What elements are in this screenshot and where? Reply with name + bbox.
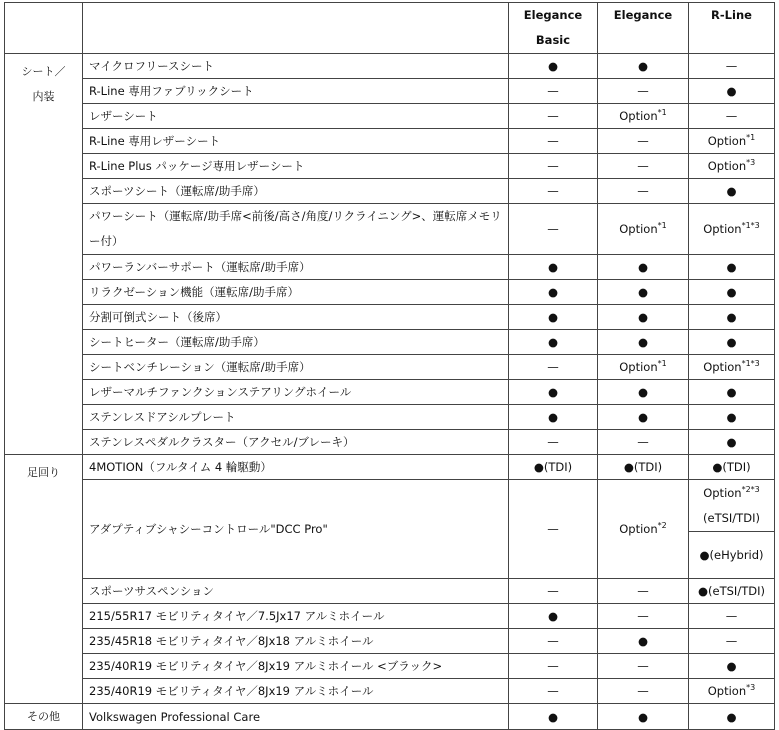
cell-rl-7: [689, 255, 775, 280]
value-el: ●: [637, 285, 649, 299]
cell-el-18: [598, 604, 689, 629]
table-row: [5, 305, 775, 330]
table-row: [5, 654, 775, 679]
cell-rl-19: [689, 629, 775, 654]
header-elegance: Elegance: [598, 3, 689, 54]
cell-el-0: [598, 54, 689, 79]
table-row: [5, 204, 775, 255]
value-el: —: [637, 184, 649, 198]
value-line3: ●(eHybrid): [699, 547, 764, 562]
table-row: [5, 255, 775, 280]
footnote-ref: *1: [657, 108, 667, 118]
value-rl: Option: [707, 684, 747, 698]
cell-rl-8: [689, 280, 775, 305]
value-el: —: [637, 609, 649, 623]
cell-el-7: [598, 255, 689, 280]
value-el: ●: [637, 709, 649, 724]
cell-rl-12: [689, 380, 775, 405]
value-eb: ●: [547, 609, 559, 623]
value-rl: —: [725, 59, 738, 73]
table-row: [5, 579, 775, 604]
value-eb: ●: [547, 285, 559, 299]
table-row: [5, 629, 775, 654]
value-rl: —: [725, 634, 738, 648]
value-eb: —: [547, 134, 559, 148]
value-rl: Option: [703, 222, 742, 236]
value-rl: ●: [726, 709, 737, 724]
value-eb: —: [547, 659, 559, 673]
category-line: シート／: [21, 65, 66, 78]
header-blank-feature: [83, 3, 509, 54]
footnote-ref: *2: [657, 521, 667, 531]
value-eb: ●: [547, 709, 559, 724]
feature-name: R-Line Plus パッケージ専用レザーシート: [83, 154, 509, 179]
cell-el-3: [598, 129, 689, 154]
header-elegance-basic: Elegance Basic: [509, 3, 598, 54]
category-line: 内装: [32, 90, 55, 103]
value-eb: ●(TDI): [533, 460, 573, 474]
feature-name: アダプティブシャシーコントロール"DCC Pro": [83, 480, 509, 579]
cell-rl-3: [689, 129, 775, 154]
table-row: [5, 380, 775, 405]
value-rl: ●: [726, 659, 737, 673]
value-el: —: [637, 435, 649, 449]
cell-rl-10: [689, 330, 775, 355]
cell-rl-15: [689, 455, 775, 480]
value-rl: ●: [726, 335, 737, 349]
spec-table: [4, 2, 775, 730]
value-el: ●: [637, 634, 649, 648]
cell-el-19: [598, 629, 689, 654]
cell-eb-18: [509, 604, 598, 629]
cell-rl-1: [689, 79, 775, 104]
cell-eb-9: [509, 305, 598, 330]
value-rl: ●: [726, 184, 737, 198]
value-el: —: [637, 134, 649, 148]
table-row: [5, 679, 775, 704]
value-line2: (eTSI/TDI): [689, 506, 775, 532]
cell-eb-5: [509, 179, 598, 204]
feature-name: 4MOTION（フルタイム 4 輪駆動）: [83, 455, 509, 480]
category-seats-interior: [5, 54, 83, 455]
header-row: [5, 3, 775, 54]
header-blank-category: [5, 3, 83, 54]
cell-el-20: [598, 654, 689, 679]
cell-el-11: [598, 355, 689, 380]
value-eb: ●: [547, 410, 559, 424]
footnote-ref: *3: [746, 683, 756, 693]
value-el: —: [637, 159, 649, 173]
cell-eb-4: [509, 154, 598, 179]
table-row: [5, 179, 775, 204]
table-row: [5, 430, 775, 455]
feature-name: ステンレスドアシルプレート: [83, 405, 509, 430]
cell-eb-17: [509, 579, 598, 604]
value-rl: Option: [707, 134, 747, 148]
feature-name: シートベンチレーション（運転席/助手席）: [83, 355, 509, 380]
cell-eb-6: [509, 204, 598, 255]
feature-name: R-Line 専用レザーシート: [83, 129, 509, 154]
cell-el-22: [598, 704, 689, 730]
value-eb: ●: [547, 260, 559, 274]
cell-rl-9: [689, 305, 775, 330]
feature-name: スポーツサスペンション: [83, 579, 509, 604]
footnote-ref: *1: [657, 221, 667, 231]
feature-name: マイクロフリースシート: [83, 54, 509, 79]
table-row: [5, 355, 775, 380]
feature-name: スポーツシート（運転席/助手席）: [83, 179, 509, 204]
cell-rl-6: [689, 204, 775, 255]
feature-name: レザーマルチファンクションステアリングホイール: [83, 380, 509, 405]
cell-rl-21: [689, 679, 775, 704]
value-rl: ●: [726, 84, 737, 98]
cell-el-4: [598, 154, 689, 179]
value-el: Option: [619, 109, 658, 123]
cell-el-6: [598, 204, 689, 255]
cell-el-2: [598, 104, 689, 129]
cell-eb-10: [509, 330, 598, 355]
value-el: ●: [637, 385, 649, 399]
value-eb: —: [547, 184, 559, 198]
cell-eb-13: [509, 405, 598, 430]
value-eb: —: [547, 360, 559, 374]
cell-rl-0: [689, 54, 775, 79]
table-row: [5, 604, 775, 629]
cell-rl-17: [689, 579, 775, 604]
cell-rl-4: [689, 154, 775, 179]
value-eb: —: [547, 159, 559, 173]
cell-eb-16: [509, 480, 598, 579]
value-rl: ●: [726, 260, 737, 274]
feature-name: Volkswagen Professional Care: [83, 704, 509, 730]
footnote-ref: *1: [746, 133, 756, 143]
feature-name: リラクゼーション機能（運転席/助手席）: [83, 280, 509, 305]
value-eb: ●: [547, 335, 559, 349]
cell-eb-2: [509, 104, 598, 129]
table-row: [5, 104, 775, 129]
value-eb: —: [547, 435, 559, 449]
value-rl: ●: [726, 385, 737, 399]
value-eb: —: [547, 84, 559, 98]
cell-el-15: [598, 455, 689, 480]
cell-eb-11: [509, 355, 598, 380]
table-row: [5, 704, 775, 730]
cell-eb-19: [509, 629, 598, 654]
header-r-line: R-Line: [689, 3, 775, 54]
value-el: —: [637, 684, 649, 698]
category-chassis: 足回り: [5, 455, 83, 704]
cell-eb-8: [509, 280, 598, 305]
cell-el-16: [598, 480, 689, 579]
value-eb: —: [547, 584, 559, 598]
value-el: —: [637, 584, 649, 598]
table-row: [5, 405, 775, 430]
cell-el-13: [598, 405, 689, 430]
feature-name: シートヒーター（運転席/助手席）: [83, 330, 509, 355]
feature-name: 215/55R17 モビリティタイヤ／7.5Jx17 アルミホイール: [83, 604, 509, 629]
cell-eb-14: [509, 430, 598, 455]
cell-eb-20: [509, 654, 598, 679]
value-el: —: [637, 84, 649, 98]
value-rl: Option: [707, 159, 747, 173]
table-row: [5, 280, 775, 305]
footnote-ref: *3: [746, 158, 756, 168]
category-other: その他: [5, 704, 83, 730]
feature-name: 235/40R19 モビリティタイヤ／8Jx19 アルミホイール: [83, 679, 509, 704]
value-rl: ●(TDI): [712, 460, 751, 474]
cell-eb-21: [509, 679, 598, 704]
cell-el-5: [598, 179, 689, 204]
cell-eb-22: [509, 704, 598, 730]
value-el: ●: [637, 260, 649, 274]
value-el: ●: [637, 59, 649, 73]
cell-rl-2: [689, 104, 775, 129]
feature-name: ステンレスペダルクラスター（アクセル/ブレーキ）: [83, 430, 509, 455]
table-row: [5, 480, 775, 579]
footnote-ref: *1: [657, 359, 667, 369]
feature-name: レザーシート: [83, 104, 509, 129]
footnote-ref: *1*3: [741, 359, 760, 369]
cell-el-1: [598, 79, 689, 104]
footnote-ref: *1*3: [741, 221, 760, 231]
value-eb: —: [547, 222, 559, 236]
value-eb: ●: [547, 310, 559, 324]
value-eb: —: [547, 522, 559, 536]
value-eb: —: [547, 634, 559, 648]
table-row: [5, 129, 775, 154]
cell-rl-5: [689, 179, 775, 204]
feature-name: R-Line 専用ファブリックシート: [83, 79, 509, 104]
feature-name: 分割可倒式シート（後席）: [83, 305, 509, 330]
cell-rl-11: [689, 355, 775, 380]
value-eb: —: [547, 684, 559, 698]
table-row: [5, 54, 775, 79]
value-eb: —: [547, 109, 559, 123]
value-rl: —: [725, 609, 738, 623]
cell-rl-16: [689, 480, 775, 579]
cell-eb-7: [509, 255, 598, 280]
cell-eb-15: [509, 455, 598, 480]
cell-eb-3: [509, 129, 598, 154]
value-rl: ●: [726, 410, 737, 424]
feature-name: 235/40R19 モビリティタイヤ／8Jx19 アルミホイール <ブラック>: [83, 654, 509, 679]
footnote-ref: *2*3: [741, 484, 760, 494]
table-row: [5, 154, 775, 179]
cell-eb-1: [509, 79, 598, 104]
value-el: —: [637, 659, 649, 673]
cell-el-9: [598, 305, 689, 330]
value-el: ●: [637, 310, 649, 324]
table-row: [5, 455, 775, 480]
value-rl: ●: [726, 310, 737, 324]
table-row: [5, 79, 775, 104]
cell-rl-18: [689, 604, 775, 629]
value-rl: ●: [726, 435, 737, 449]
value-el: ●(TDI): [623, 460, 663, 474]
cell-el-21: [598, 679, 689, 704]
feature-name: パワーシート（運転席/助手席<前後/高さ/角度/リクライニング>、運転席メモリー付）: [83, 204, 509, 255]
cell-eb-0: [509, 54, 598, 79]
value-rl: ●: [726, 285, 737, 299]
value-el: Option: [619, 222, 658, 236]
cell-rl-13: [689, 405, 775, 430]
value-el: ●: [637, 335, 649, 349]
cell-rl-20: [689, 654, 775, 679]
cell-el-8: [598, 280, 689, 305]
value-rl: ●(eTSI/TDI): [698, 584, 765, 598]
value-el: ●: [637, 410, 649, 424]
value-rl: —: [725, 109, 738, 123]
table-row: [5, 330, 775, 355]
feature-name: パワーランバーサポート（運転席/助手席）: [83, 255, 509, 280]
value-eb: ●: [547, 385, 559, 399]
value-el: Option: [619, 522, 658, 536]
cell-el-12: [598, 380, 689, 405]
value-eb: ●: [547, 59, 559, 73]
cell-el-14: [598, 430, 689, 455]
value-rl: Option: [703, 485, 742, 500]
cell-el-17: [598, 579, 689, 604]
value-rl: Option: [703, 360, 742, 374]
cell-el-10: [598, 330, 689, 355]
cell-eb-12: [509, 380, 598, 405]
value-el: Option: [619, 360, 658, 374]
feature-name: 235/45R18 モビリティタイヤ／8Jx18 アルミホイール: [83, 629, 509, 654]
cell-rl-14: [689, 430, 775, 455]
cell-rl-22: [689, 704, 775, 730]
